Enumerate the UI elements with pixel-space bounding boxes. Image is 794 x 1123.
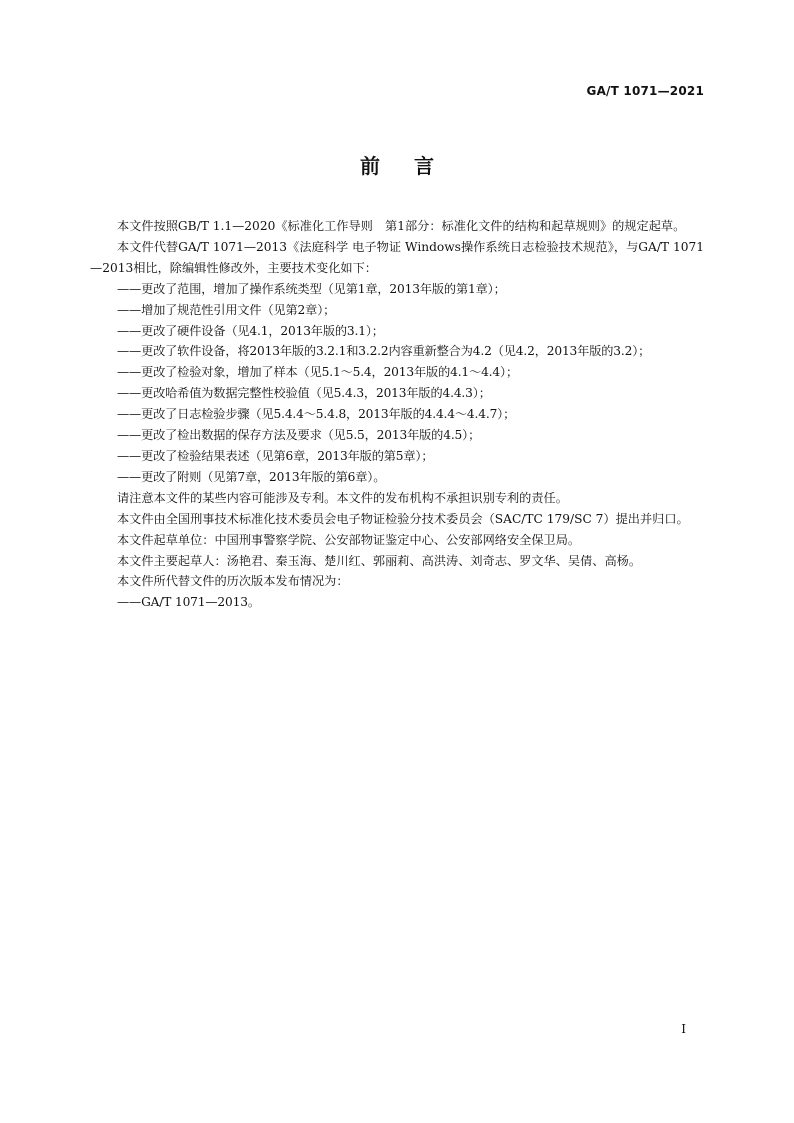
change-item: ——更改了检验结果表述（见第6章，2013年版的第5章）； — [117, 448, 434, 463]
paragraph-drafting-rules: 本文件按照GB/T 1.1—2020《标准化工作导则 第1部分：标准化文件的结构和起草规则》的规定起草。 — [117, 219, 686, 233]
history-item: ——GA/T 1071—2013。 — [117, 595, 260, 610]
change-item: ——更改哈希值为数据完整性校验值（见5.4.3，2013年版的4.4.3）； — [117, 386, 491, 401]
change-item: ——更改了硬件设备（见4.1，2013年版的3.1）； — [117, 323, 384, 338]
page-title: 前言 — [360, 154, 468, 178]
paragraph-history: 本文件所代替文件的历次版本发布情况为： — [117, 574, 349, 589]
change-item: ——更改了附则（见第7章，2013年版的第6章）。 — [117, 469, 386, 484]
change-item: ——更改了范围，增加了操作系统类型（见第1章，2013年版的第1章）； — [117, 281, 506, 296]
change-item: ——增加了规范性引用文件（见第2章）； — [117, 302, 336, 317]
paragraph-drafting-units: 本文件起草单位：中国刑事警察学院、公安部物证鉴定中心、公安部网络安全保卫局。 — [117, 532, 581, 547]
change-item: ——更改了检出数据的保存方法及要求（见5.5，2013年版的4.5）； — [117, 428, 481, 443]
change-item: ——更改了检验对象，增加了样本（见5.1～5.4，2013年版的4.1～4.4）； — [117, 365, 518, 380]
paragraph-drafters: 本文件主要起草人：汤艳君、秦玉海、楚川红、郭丽莉、高洪涛、刘奇志、罗文华、吴倩、高杨。 — [117, 553, 642, 568]
change-item: ——更改了软件设备，将2013年版的3.2.1和3.2.2内容重新整合为4.2（见4.2，2013年版的3.2）； — [117, 344, 651, 359]
paragraph-replacement: 本文件代替GA/T 1071—2013《法庭科学 电子物证 Windows操作系统日志检验技术规范》，与GA/T 1071—2013相比，除编辑性修改外，主要技术变化如下： — [90, 239, 704, 275]
paragraph-proposer: 本文件由全国刑事技术标准化技术委员会电子物证检验分技术委员会（SAC/TC 179/SC 7）提出并归口。 — [117, 511, 689, 526]
page-number: I — [681, 1022, 686, 1036]
paragraph-patent-notice: 请注意本文件的某些内容可能涉及专利。本文件的发布机构不承担识别专利的责任。 — [117, 490, 568, 505]
change-item: ——更改了日志检验步骤（见5.4.4～5.4.8，2013年版的4.4.4～4.4.7）； — [117, 407, 516, 422]
foreword-body — [90, 216, 704, 613]
document-code: GA/T 1071—2021 — [586, 84, 704, 98]
